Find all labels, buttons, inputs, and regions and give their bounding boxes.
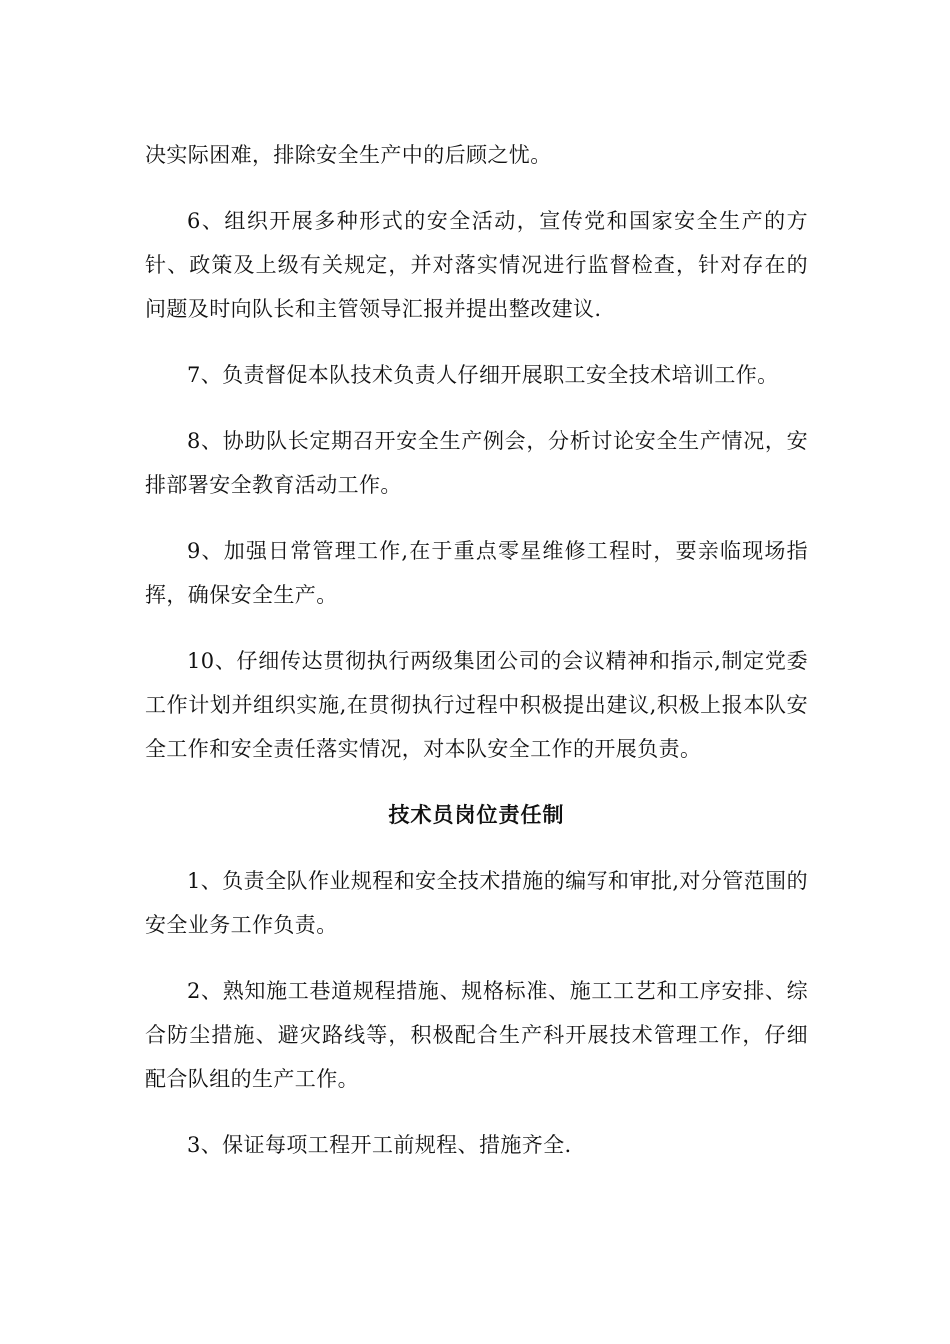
paragraph-tech-item-3: 3、保证每项工程开工前规程、措施齐全. xyxy=(187,1133,572,1157)
section-heading: 技术员岗位责任制 xyxy=(388,802,565,827)
paragraph-continuation: 决实际困难，排除安全生产中的后顾之忧。 xyxy=(145,143,552,167)
paragraph-item-10: 10、仔细传达贯彻执行两级集团公司的会议精神和指示,制定党委工作计划并组织实施,在贯彻执行过程中积极提出建议,积极上报本队安全工作和安全责任落实情况，对本队安全工作的开展负责。 xyxy=(145,649,808,761)
paragraph-item-7: 7、负责督促本队技术负责人仔细开展职工安全技术培训工作。 xyxy=(187,363,779,387)
paragraph-item-6: 6、组织开展多种形式的安全活动，宣传党和国家安全生产的方针、政策及上级有关规定，并对落实情况进行监督检查，针对存在的问题及时向队长和主管领导汇报并提出整改建议. xyxy=(145,209,808,321)
paragraph-item-9: 9、加强日常管理工作,在于重点零星维修工程时，要亲临现场指挥，确保安全生产。 xyxy=(145,539,808,607)
paragraph-tech-item-1: 1、负责全队作业规程和安全技术措施的编写和审批,对分管范围的安全业务工作负责。 xyxy=(145,869,808,937)
paragraph-item-8: 8、协助队长定期召开安全生产例会，分析讨论安全生产情况，安排部署安全教育活动工作。 xyxy=(145,429,808,497)
paragraph-tech-item-2: 2、熟知施工巷道规程措施、规格标准、施工工艺和工序安排、综合防尘措施、避灾路线等，积极配合生产科开展技术管理工作，仔细配合队组的生产工作。 xyxy=(145,979,808,1091)
